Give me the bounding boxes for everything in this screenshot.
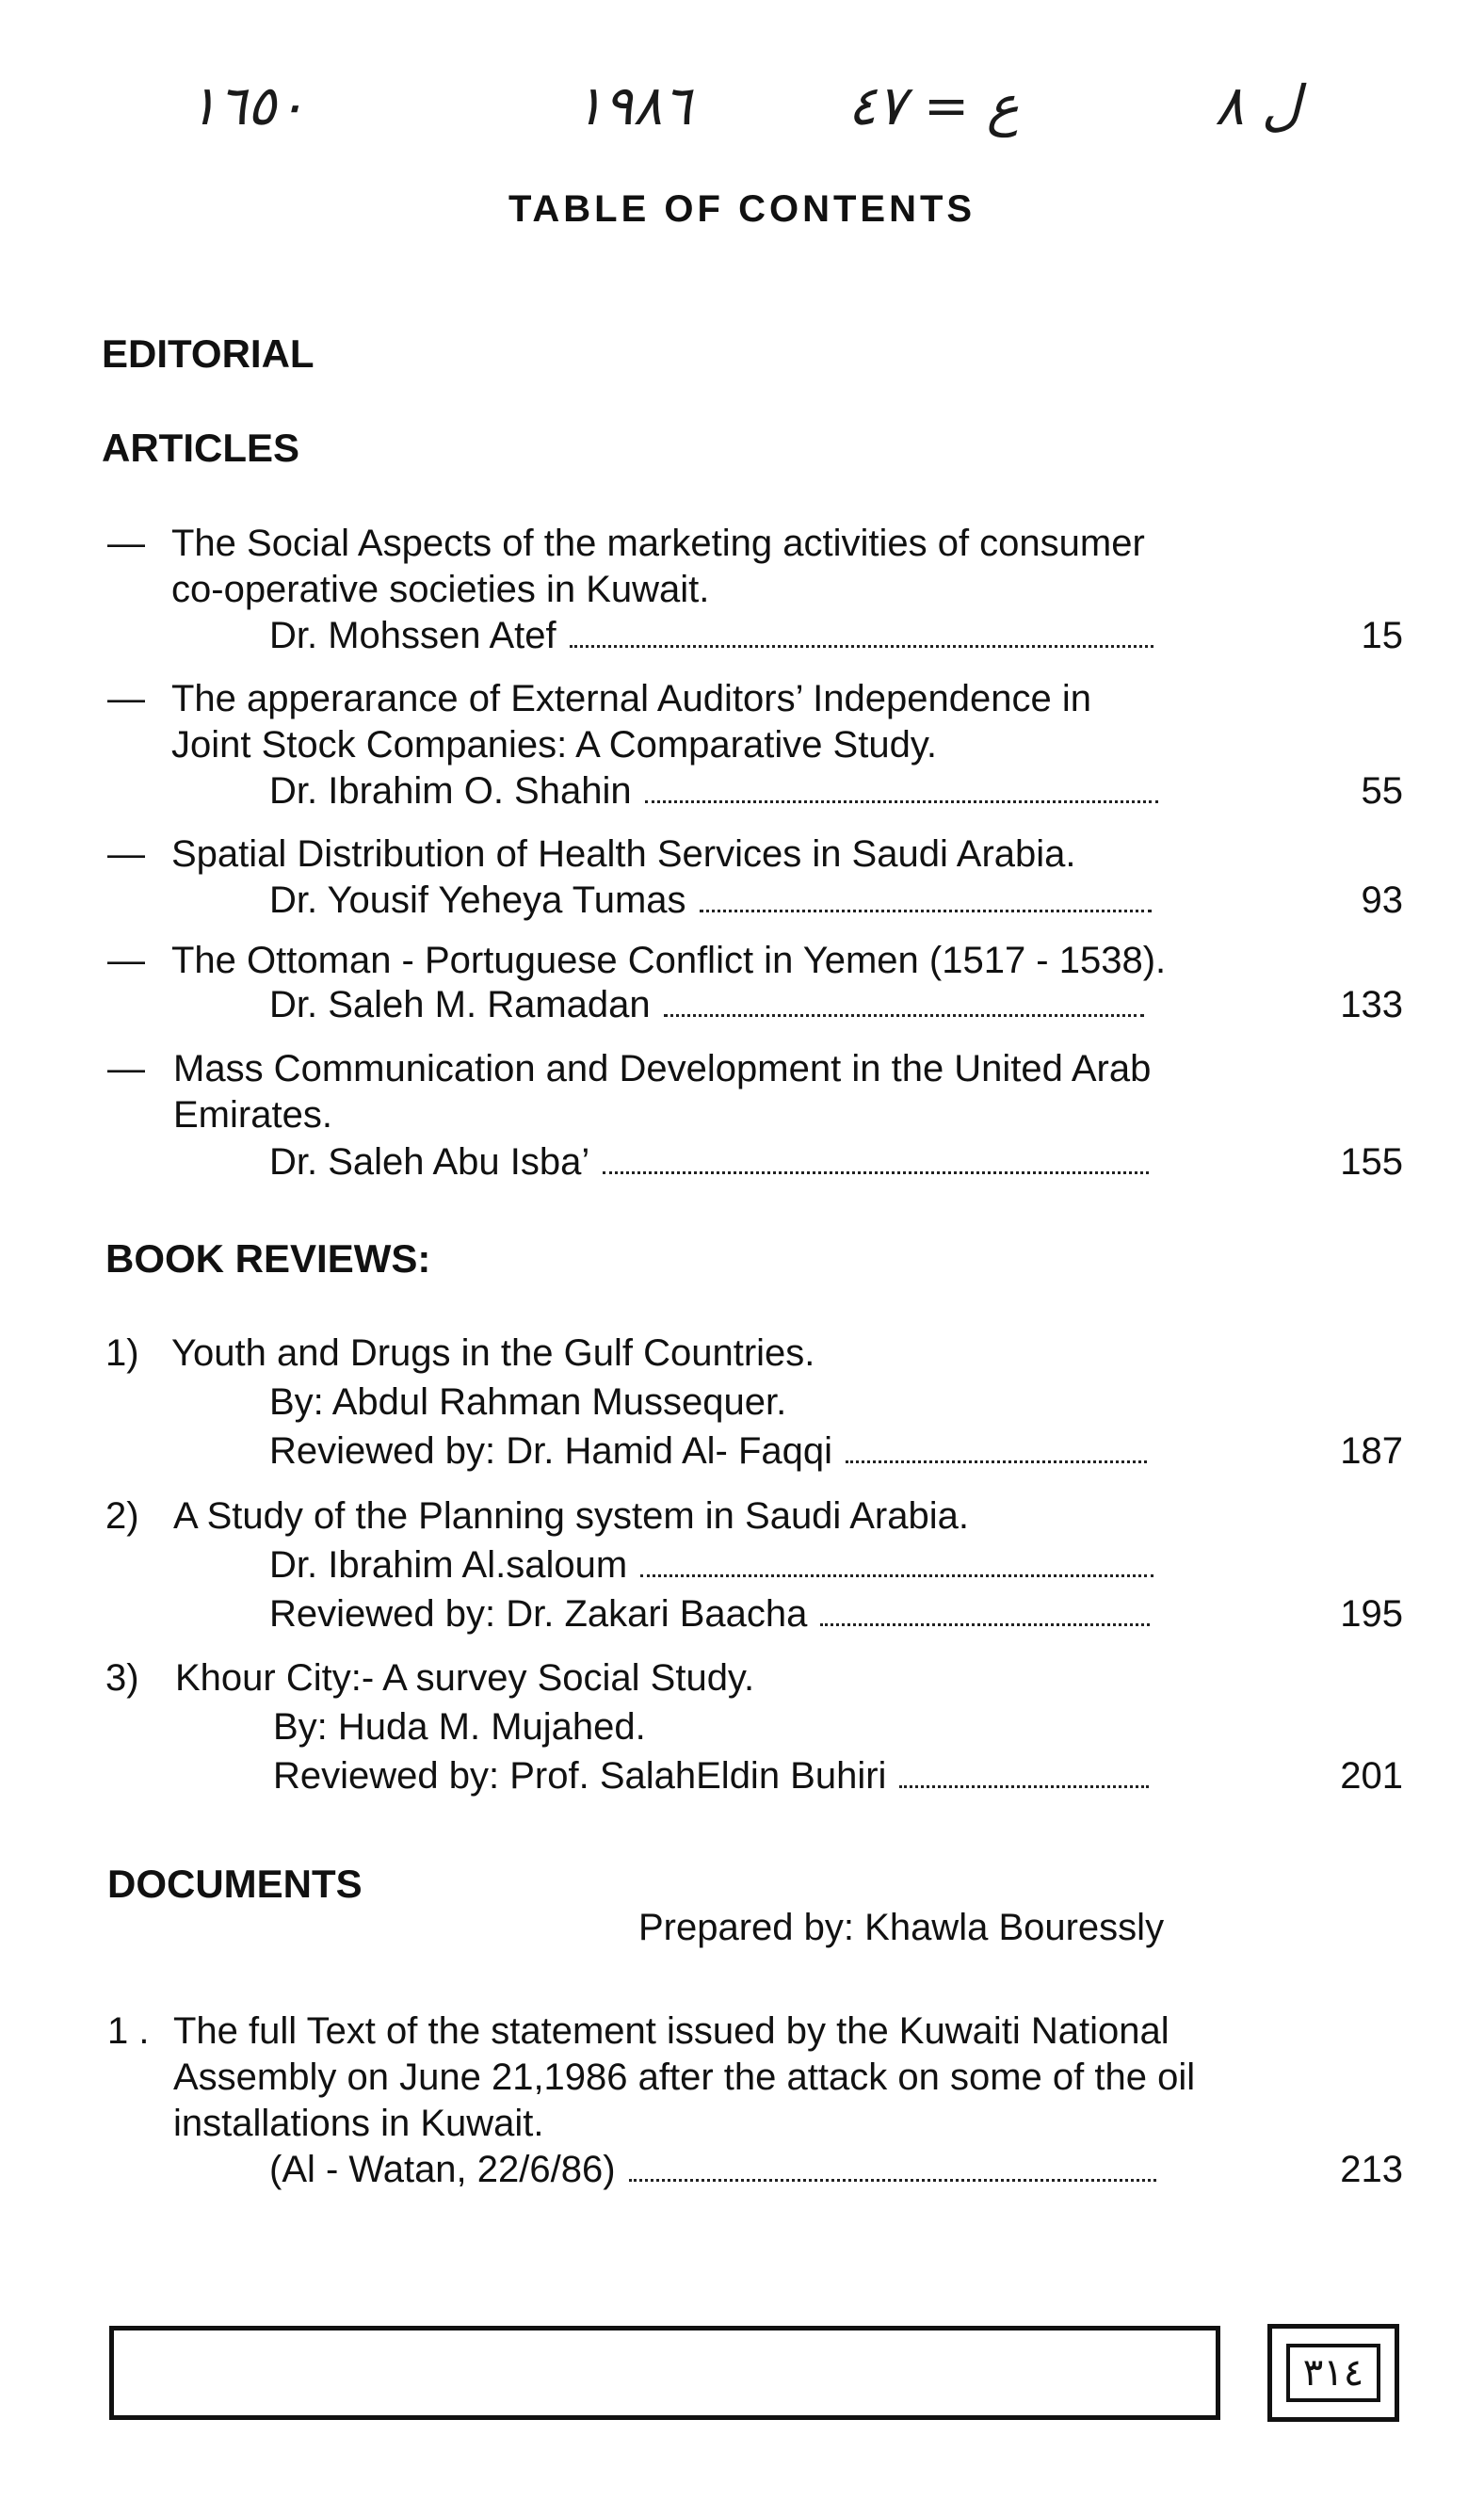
- article-title-line: The Ottoman - Portuguese Conflict in Yemen (1517 - 1538).: [171, 940, 1167, 981]
- handwritten-annotation-1: ۱٦٥۰: [188, 73, 306, 137]
- handwritten-annotation-3: ع = ٤٧: [847, 73, 1020, 137]
- page-number: 201: [1340, 1755, 1403, 1797]
- leader-dots: [570, 645, 1153, 648]
- page-number: 93: [1361, 879, 1403, 921]
- review-reviewer: [269, 1430, 1147, 1473]
- leader-dots: [700, 910, 1152, 912]
- page-number: 155: [1340, 1141, 1403, 1183]
- reviewer-name: Reviewed by: Prof. SalahEldin Buhiri: [273, 1755, 887, 1797]
- footer-page-box: [1267, 2324, 1399, 2422]
- leader-dots: [640, 1574, 1153, 1577]
- entry-marker: —: [107, 1048, 145, 1089]
- documents-prepared-by: Prepared by: Khawla Bouressly: [638, 1907, 1165, 1948]
- author-name: Dr. Ibrahim Al.saloum: [269, 1544, 628, 1586]
- leader-dots: [645, 800, 1158, 803]
- article-author: [269, 615, 1153, 657]
- section-articles: ARTICLES: [102, 426, 299, 470]
- document-source: [269, 2149, 1156, 2191]
- page-number: 15: [1361, 615, 1403, 656]
- review-book-author: By: Huda M. Mujahed.: [273, 1706, 646, 1748]
- review-title: Khour City:- A survey Social Study.: [175, 1657, 755, 1699]
- page-number: 213: [1340, 2149, 1403, 2190]
- document-title-line: installations in Kuwait.: [173, 2103, 544, 2144]
- handwritten-annotation-4: ل ۸: [1215, 73, 1301, 137]
- document-title-line: The full Text of the statement issued by the Kuwaiti National: [173, 2010, 1169, 2052]
- entry-marker: —: [107, 523, 145, 564]
- section-editorial: EDITORIAL: [102, 331, 315, 376]
- reviewer-name: Reviewed by: Dr. Zakari Baacha: [269, 1593, 808, 1635]
- article-title-line: The apperarance of External Auditors’ Independence in: [171, 678, 1091, 719]
- review-book-author: [269, 1544, 1153, 1587]
- article-title-line: Joint Stock Companies: A Comparative Study.: [171, 724, 937, 766]
- source-text: (Al - Watan, 22/6/86): [269, 2149, 616, 2190]
- article-author: [269, 879, 1152, 922]
- footer-frame: [109, 2326, 1220, 2420]
- section-book-reviews: BOOK REVIEWS:: [105, 1236, 431, 1281]
- entry-marker: —: [107, 833, 145, 875]
- entry-marker: 3): [105, 1657, 139, 1699]
- author-name: Dr. Saleh Abu Isba’: [269, 1141, 590, 1183]
- page-title: TABLE OF CONTENTS: [508, 188, 976, 230]
- article-title-line: co-operative societies in Kuwait.: [171, 569, 710, 610]
- entry-marker: —: [107, 940, 145, 981]
- review-book-author: By: Abdul Rahman Mussequer.: [269, 1381, 787, 1423]
- review-title: Youth and Drugs in the Gulf Countries.: [171, 1332, 815, 1374]
- leader-dots: [899, 1785, 1149, 1788]
- article-author: [269, 770, 1158, 813]
- document-title-line: Assembly on June 21,1986 after the attack on some of the oil: [173, 2056, 1196, 2098]
- review-reviewer: [273, 1755, 1149, 1798]
- leader-dots: [603, 1171, 1149, 1174]
- entry-marker: 2): [105, 1495, 139, 1537]
- article-title-line: Mass Communication and Development in the United Arab: [173, 1048, 1152, 1089]
- review-reviewer: [269, 1593, 1150, 1636]
- leader-dots: [820, 1623, 1150, 1626]
- footer-page-number: ٣١٤: [1286, 2344, 1380, 2402]
- leader-dots: [846, 1460, 1147, 1463]
- leader-dots: [664, 1014, 1144, 1017]
- author-name: Dr. Mohssen Atef: [269, 615, 556, 656]
- reviewer-name: Reviewed by: Dr. Hamid Al- Faqqi: [269, 1430, 833, 1472]
- page-number: 187: [1340, 1430, 1403, 1472]
- handwritten-annotation-2: ۱۹۸٦: [574, 73, 692, 137]
- entry-marker: 1): [105, 1332, 139, 1374]
- section-documents: DOCUMENTS: [107, 1862, 363, 1906]
- entry-marker: 1 .: [107, 2010, 150, 2052]
- author-name: Dr. Ibrahim O. Shahin: [269, 770, 632, 812]
- leader-dots: [629, 2179, 1156, 2182]
- entry-marker: —: [107, 678, 145, 719]
- author-name: Dr. Yousif Yeheya Tumas: [269, 879, 686, 921]
- article-title-line: Emirates.: [173, 1094, 332, 1136]
- page-number: 55: [1361, 770, 1403, 812]
- author-name: Dr. Saleh M. Ramadan: [269, 984, 651, 1025]
- article-title-line: Spatial Distribution of Health Services in Saudi Arabia.: [171, 833, 1076, 875]
- article-author: [269, 1141, 1149, 1184]
- page-number: 133: [1340, 984, 1403, 1025]
- article-title-line: The Social Aspects of the marketing activities of consumer: [171, 523, 1145, 564]
- article-author: [269, 984, 1144, 1026]
- page-number: 195: [1340, 1593, 1403, 1635]
- review-title: A Study of the Planning system in Saudi Arabia.: [173, 1495, 969, 1537]
